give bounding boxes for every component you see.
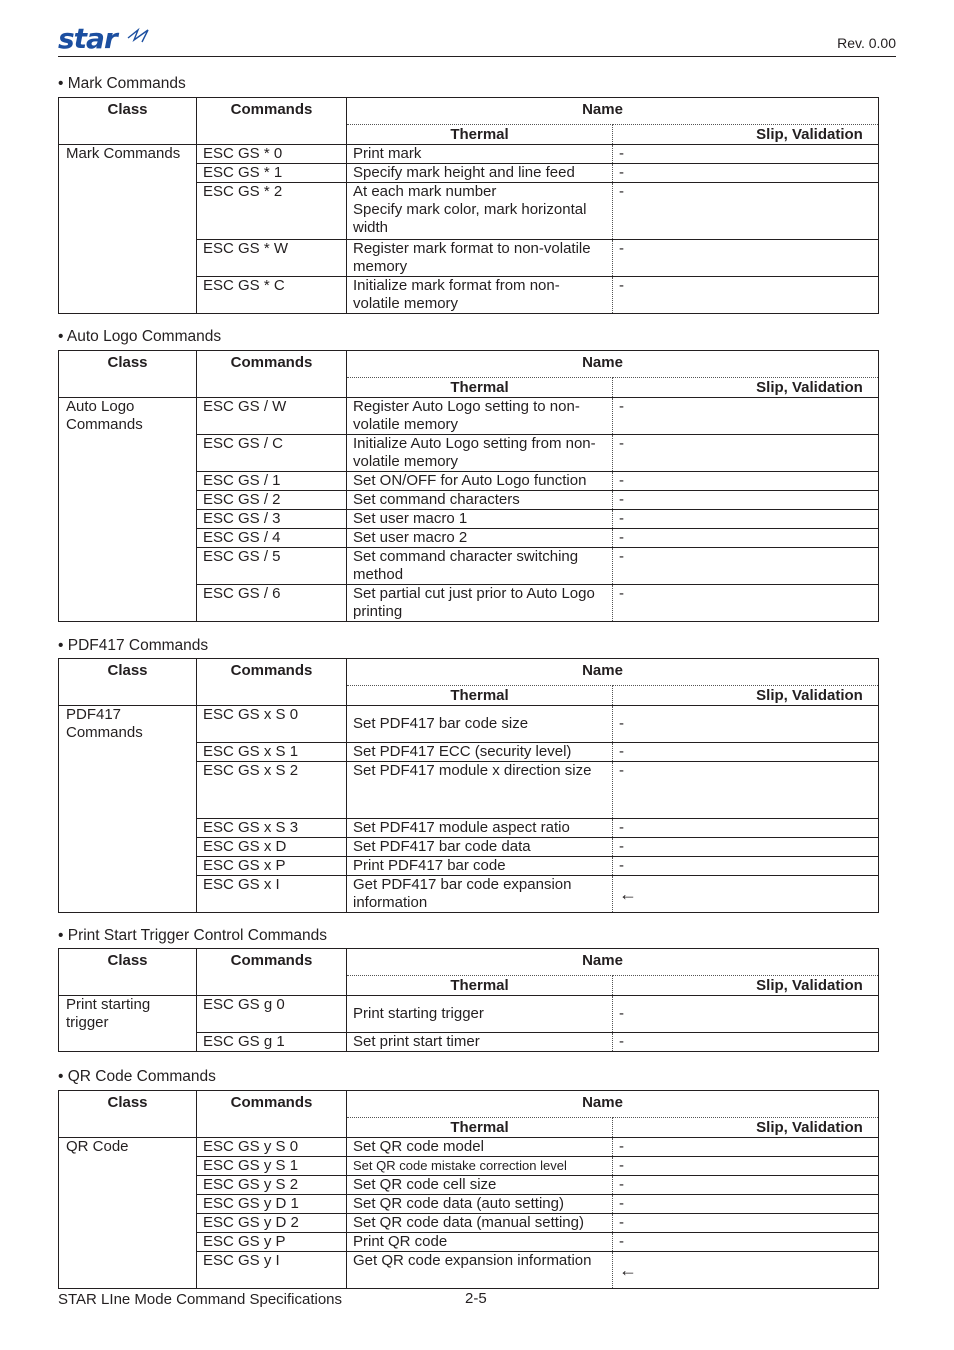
class-cell: Print starting trigger [59,996,197,1052]
slip-cell: - [613,548,879,585]
header-commands: Commands [197,351,347,398]
header-commands: Commands [197,1091,347,1138]
header-name: Name [347,351,879,378]
slip-cell: - [613,472,879,491]
name-cell: Set QR code mistake correction level [347,1157,613,1176]
name-cell: Get QR code expansion information [347,1252,613,1289]
mark-commands-table [58,97,879,314]
class-cell: QR Code [59,1138,197,1289]
header-name: Name [347,949,879,976]
name-cell: Initialize mark format from non-volatile memory [347,277,613,314]
class-cell: Mark Commands [59,145,197,314]
name-cell: Set PDF417 module x direction size [347,762,613,819]
header-class: Class [59,949,197,996]
section-title-pdf417: • PDF417 Commands [58,637,209,654]
name-cell: At each mark number Specify mark color, mark horizontal width [347,183,613,240]
slip-cell: - [613,1195,879,1214]
command-cell: ESC GS y S 1 [197,1157,347,1176]
command-cell: ESC GS x P [197,857,347,876]
header-thermal: Thermal [347,378,613,398]
header-slip: Slip, Validation [613,378,879,398]
slip-cell: - [613,164,879,183]
slip-cell: - [613,857,879,876]
footer-page-number: 2-5 [465,1290,487,1307]
header-class: Class [59,351,197,398]
slip-cell: - [613,838,879,857]
header-thermal: Thermal [347,686,613,706]
slip-cell: - [613,1176,879,1195]
name-cell: Set partial cut just prior to Auto Logo printing [347,585,613,622]
class-cell: Auto Logo Commands [59,398,197,622]
header-slip: Slip, Validation [613,976,879,996]
section-title-auto-logo: • Auto Logo Commands [58,328,222,345]
slip-cell: - [613,1157,879,1176]
star-logo [58,24,154,54]
name-cell: Set QR code data (auto setting) [347,1195,613,1214]
header-commands: Commands [197,659,347,706]
command-cell: ESC GS x D [197,838,347,857]
name-cell: Set command characters [347,491,613,510]
command-cell: ESC GS y S 0 [197,1138,347,1157]
command-cell: ESC GS y S 2 [197,1176,347,1195]
pdf417-commands-table [58,658,879,913]
slip-cell: - [613,435,879,472]
command-cell: ESC GS / 4 [197,529,347,548]
slip-cell: - [613,510,879,529]
slip-cell: - [613,491,879,510]
name-cell: Set QR code model [347,1138,613,1157]
command-cell: ESC GS / 1 [197,472,347,491]
command-cell: ESC GS / 5 [197,548,347,585]
slip-cell: - [613,398,879,435]
command-cell: ESC GS * 0 [197,145,347,164]
header-name: Name [347,659,879,686]
slip-cell: - [613,183,879,240]
name-cell: Set print start timer [347,1033,613,1052]
slip-cell: - [613,145,879,164]
slip-cell: - [613,585,879,622]
name-cell: Specify mark height and line feed [347,164,613,183]
command-cell: ESC GS / C [197,435,347,472]
header-thermal: Thermal [347,125,613,145]
command-cell: ESC GS x S 3 [197,819,347,838]
svg-text:star: star [58,24,117,54]
slip-cell: - [613,706,879,743]
command-cell: ESC GS x I [197,876,347,913]
name-cell: Print PDF417 bar code [347,857,613,876]
slip-cell: - [613,1233,879,1252]
header-commands: Commands [197,98,347,145]
slip-cell: - [613,1138,879,1157]
header-slip: Slip, Validation [613,686,879,706]
command-cell: ESC GS g 1 [197,1033,347,1052]
command-cell: ESC GS y D 1 [197,1195,347,1214]
name-cell: Initialize Auto Logo setting from non-volatile memory [347,435,613,472]
slip-cell: - [613,1214,879,1233]
header-divider [58,56,896,57]
auto-logo-commands-table [58,350,879,622]
slip-cell: - [613,240,879,277]
command-cell: ESC GS y P [197,1233,347,1252]
name-cell: Set QR code cell size [347,1176,613,1195]
slip-cell: - [613,996,879,1033]
command-cell: ESC GS y D 2 [197,1214,347,1233]
footer-document-title: STAR LIne Mode Command Specifications [58,1291,343,1308]
command-cell: ESC GS / 2 [197,491,347,510]
left-arrow-icon: ← [613,1252,879,1289]
header-thermal: Thermal [347,1118,613,1138]
header-commands: Commands [197,949,347,996]
section-title-qr-code: • QR Code Commands [58,1068,216,1085]
name-cell: Set QR code data (manual setting) [347,1214,613,1233]
name-cell: Set PDF417 bar code size [347,706,613,743]
header-slip: Slip, Validation [613,1118,879,1138]
slip-cell: - [613,762,879,819]
command-cell: ESC GS * W [197,240,347,277]
header-thermal: Thermal [347,976,613,996]
command-cell: ESC GS / W [197,398,347,435]
header-name: Name [347,98,879,125]
slip-cell: - [613,277,879,314]
slip-cell: - [613,529,879,548]
qr-code-commands-table [58,1090,879,1289]
name-cell: Register Auto Logo setting to non-volatile memory [347,398,613,435]
class-cell: PDF417 Commands [59,706,197,913]
section-title-mark: • Mark Commands [58,75,186,92]
name-cell: Set PDF417 ECC (security level) [347,743,613,762]
command-cell: ESC GS x S 0 [197,706,347,743]
slip-cell: - [613,743,879,762]
print-start-trigger-table [58,948,879,1052]
name-cell: Get PDF417 bar code expansion information [347,876,613,913]
slip-cell: - [613,1033,879,1052]
name-cell: Print QR code [347,1233,613,1252]
name-cell: Set user macro 1 [347,510,613,529]
command-cell: ESC GS x S 1 [197,743,347,762]
revision-label: Rev. 0.00 [837,35,896,51]
header-class: Class [59,98,197,145]
command-cell: ESC GS x S 2 [197,762,347,819]
command-cell: ESC GS g 0 [197,996,347,1033]
name-cell: Set PDF417 module aspect ratio [347,819,613,838]
name-cell: Print mark [347,145,613,164]
name-cell: Set ON/OFF for Auto Logo function [347,472,613,491]
left-arrow-icon: ← [613,876,879,913]
command-cell: ESC GS / 6 [197,585,347,622]
command-cell: ESC GS y I [197,1252,347,1289]
header-class: Class [59,659,197,706]
name-cell: Print starting trigger [347,996,613,1033]
name-cell: Set user macro 2 [347,529,613,548]
header-slip: Slip, Validation [613,125,879,145]
command-cell: ESC GS / 3 [197,510,347,529]
name-cell: Set PDF417 bar code data [347,838,613,857]
name-cell: Set command character switching method [347,548,613,585]
slip-cell: - [613,819,879,838]
command-cell: ESC GS * 1 [197,164,347,183]
header-class: Class [59,1091,197,1138]
command-cell: ESC GS * 2 [197,183,347,240]
name-cell: Register mark format to non-volatile memory [347,240,613,277]
header-name: Name [347,1091,879,1118]
command-cell: ESC GS * C [197,277,347,314]
section-title-print-start-trigger: • Print Start Trigger Control Commands [58,927,328,944]
